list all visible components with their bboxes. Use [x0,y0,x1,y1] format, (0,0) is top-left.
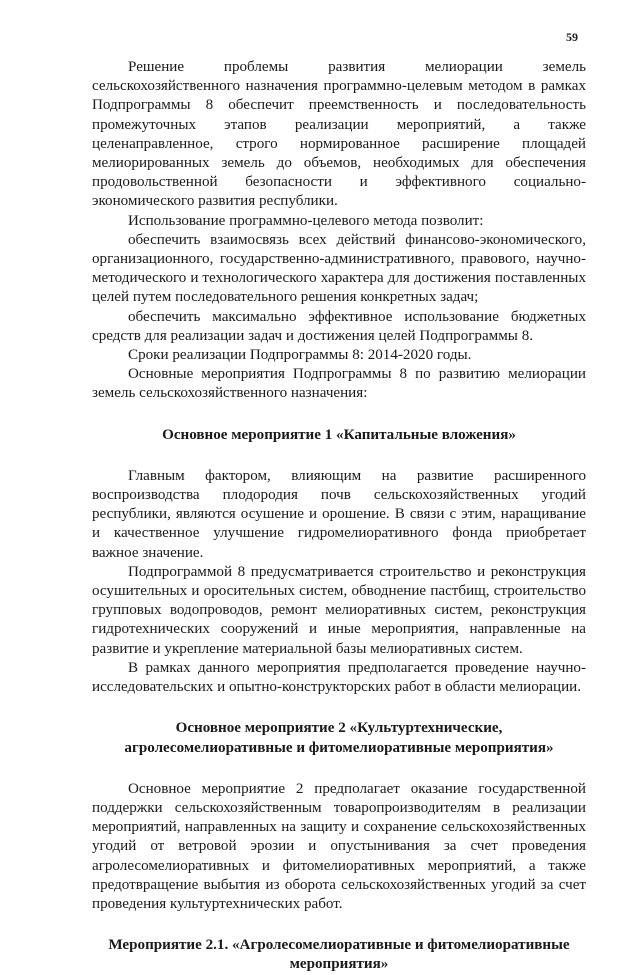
paragraph-problem-solution: Решение проблемы развития мелиорации земель сельскохозяйственного назначения программно-целевым методом в рамках Подпрограммы 8 обеспечит преемственность и последовательность промежуточных этапов реализации мероприятий, а также целенаправленное, строго нормированное расширение площадей мелиорированных земель до объемов, необходимых для обеспечения продовольственной безопасности и эффективного социально-экономического развития республики. [92,59,586,210]
paragraph-research: В рамках данного мероприятия предполагается проведение научно-исследовательских и опытно-конструкторских работ в области мелиорации. [92,659,586,696]
heading-activity-2-1: Мероприятие 2.1. «Агролесомелиоративные и фитомелиоративные мероприятия» [108,937,570,973]
paragraph-main-activities-intro: Основные мероприятия Подпрограммы 8 по развитию мелиорации земель сельскохозяйственного назначения: [92,366,586,402]
heading-activity-2: Основное мероприятие 2 «Культуртехнические, агролесомелиоративные и фитомелиоративные мероприятия» [124,720,554,756]
heading-activity-1: Основное мероприятие 1 «Капитальные вложения» [162,426,516,443]
paragraph-method-item-2: обеспечить максимально эффективное использование бюджетных средств для реализации задач и достижения целей Подпрограммы 8. [92,308,586,344]
paragraph-main-factor: Главным фактором, влияющим на развитие расширенного воспроизводства плодородия почв сельскохозяйственных угодий республики, являются осушение и орошение. В связи с этим, наращивание и качественное улучшение гидромелиоративного фонда приобретает важное значение. [92,467,586,561]
paragraph-timeframe: Сроки реализации Подпрограммы 8: 2014-2020 годы. [128,347,472,364]
paragraph-method-item-1: обеспечить взаимосвязь всех действий финансово-экономического, организационного, государственно-административного, правового, научно-методического и технологического характера для достижения поставленных целей путем последовательного решения конкретных задач; [92,231,586,306]
paragraph-state-support: Основное мероприятие 2 предполагает оказание государственной поддержки сельскохозяйственным товаропроизводителям в реализации мероприятий, направленных на защиту и сохранение сельскохозяйственных угодий от ветровой эрозии и опустынивания за счет проведения агролесомелиоративных и фитомелиоративных мероприятий, а также предотвращение выбытия из оборота сельскохозяйственных угодий за счет проведения культуртехнических работ. [92,780,586,912]
document-body [92,58,586,975]
paragraph-construction: Подпрограммой 8 предусматривается строительство и реконструкция осушительных и оросительных систем, обводнение пастбищ, строительство групповых водопроводов, ремонт мелиоративных систем, реконструкция гидротехнических сооружений и иные мероприятия, направленные на развитие и укрепление материальной базы мелиоративных систем. [92,563,586,657]
paragraph-method-intro: Использование программно-целевого метода позволит: [128,212,484,229]
page-number: 59 [566,30,578,44]
